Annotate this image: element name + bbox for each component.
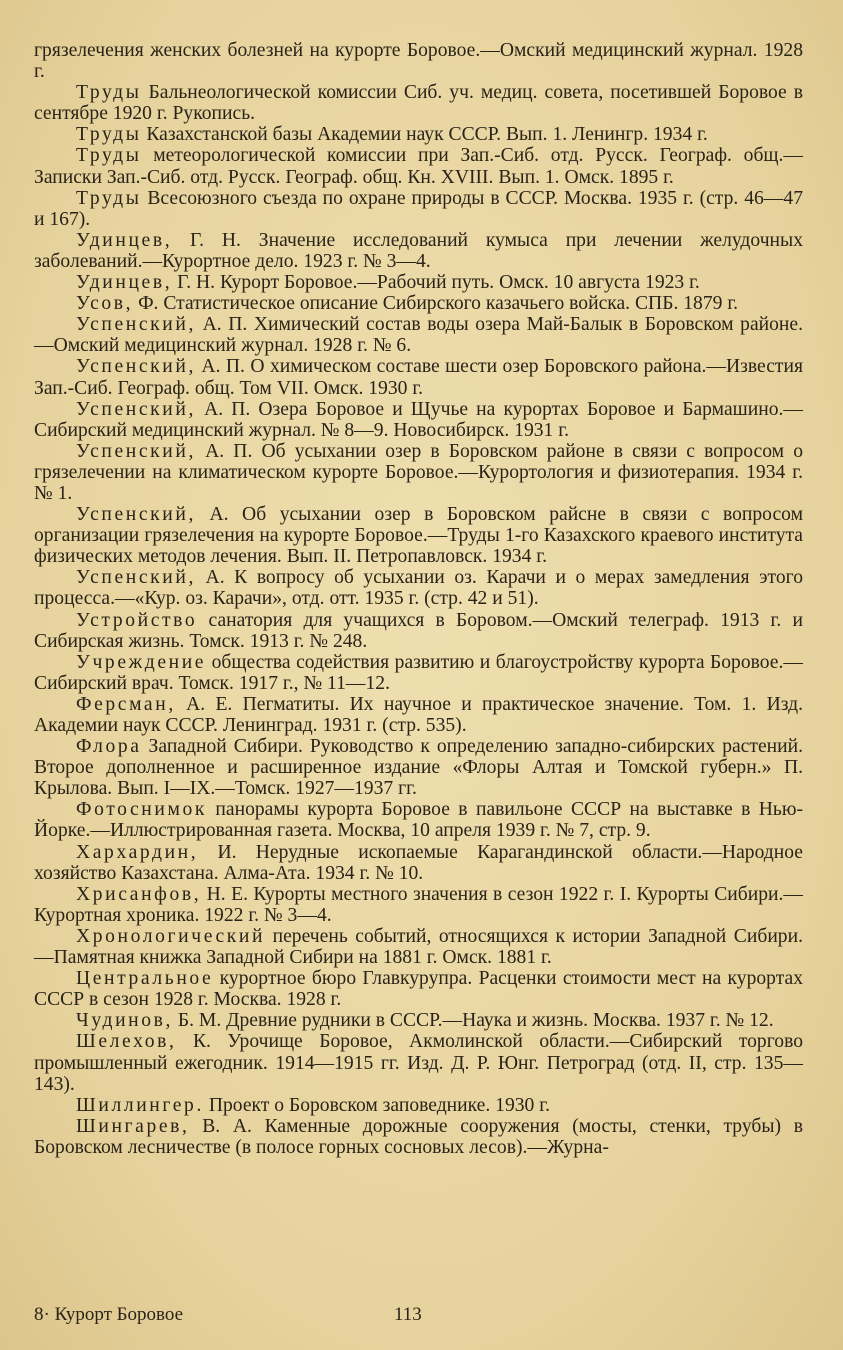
- bibliography-entry: [34, 567, 803, 609]
- bibliography-entry: [34, 230, 803, 272]
- entry-author: Шелехов,: [76, 1031, 177, 1053]
- entry-author: Центральное: [76, 968, 214, 990]
- bibliography-entry: [34, 314, 803, 356]
- bibliography-entry: [34, 272, 803, 293]
- entry-author: Фотоснимок: [76, 799, 207, 821]
- entry-text: А. Об усыхании озер в Боровском райсне в связи с вопросом организации грязелечения на курорте Боровое.—Труды 1-го Казахского краевого института физических методов лечения. Вып. II. Петропавловск. 1934 г.: [34, 504, 803, 568]
- entry-text: Ф. Статистическое описание Сибирского казачьего войска. СПБ. 1879 г.: [133, 293, 739, 315]
- entry-author: Успенский,: [76, 398, 196, 420]
- entry-text: Б. М. Древние рудники в СССР.—Наука и жизнь. Москва. 1937 г. № 12.: [172, 1010, 774, 1032]
- bibliography-entry: [34, 504, 803, 567]
- entry-author: Хронологический: [76, 925, 266, 947]
- entry-text: А. Е. Пегматиты. Их научное и практическое значение. Том. 1. Изд. Академии наук СССР. Ленинград. 1931 г. (стр. 535).: [34, 693, 803, 736]
- entry-text: Г. Н. Курорт Боровое.—Рабочий путь. Омск. 10 августа 1923 г.: [172, 272, 700, 294]
- entry-author: Устройство: [76, 609, 198, 631]
- bibliography-entry: [34, 188, 803, 230]
- entry-author: Шиллингер.: [76, 1094, 204, 1116]
- entry-text: перечень событий, относящихся к истории Западной Сибири.—Памятная книжка Западной Сибири на 1881 г. Омск. 1881 г.: [34, 925, 803, 969]
- page-number: 113: [394, 1304, 422, 1325]
- entry-text: санатория для учащихся в Боровом.—Омский телеграф. 1913 г. и Сибирская жизнь. Томск. 1913 г. № 248.: [34, 609, 803, 652]
- entry-author: Труды: [76, 145, 142, 167]
- entry-author: Труды: [76, 187, 142, 209]
- entry-text: А. П. Озера Боровое и Щучье на курортах Боровое и Бармашино.—Сибирский медицинский журнал. № 8—9. Новосибирск. 1931 г.: [34, 398, 803, 441]
- entry-text: Проект о Боровском заповеднике. 1930 г.: [203, 1094, 550, 1116]
- entry-text: Бальнеологической комиссии Сиб. уч. медиц. совета, посетившей Боровое в сентябре 1920 г. Рукопись.: [34, 82, 803, 125]
- entry-author: Успенский,: [76, 356, 196, 378]
- entry-text: Западной Сибири. Руководство к определению западно-сибирских растений. Второе дополненное и расширенное издание «Флоры Алтая и Томской губерн.» П. Крылова. Вып. I—IX.—Томск. 1927—1937 гг.: [34, 736, 803, 800]
- entry-author: Хрисанфов,: [76, 883, 202, 905]
- entry-text: курортное бюро Главкурупра. Расценки стоимости мест на курортах СССР в сезон 1928 г. Москва. 1928 г.: [34, 968, 803, 1011]
- entry-author: Усов,: [76, 293, 134, 315]
- bibliography-entry: [34, 356, 803, 398]
- entry-text: А. П. Химический состав воды озера Май-Балык в Боровском районе.—Омский медицинский журнал. 1928 г. № 6.: [34, 314, 803, 357]
- page-footer: [34, 1304, 803, 1328]
- entry-text: Казахстанской базы Академии наук СССР. Вып. 1. Ленингр. 1934 г.: [141, 124, 708, 146]
- entry-author: Труды: [76, 82, 142, 104]
- bibliography-entry: [34, 799, 803, 841]
- entry-author: Шингарев,: [76, 1115, 190, 1137]
- entry-author: Хархардин,: [76, 841, 199, 863]
- bibliography-entry: [34, 1031, 803, 1094]
- bibliography-entry: [34, 293, 803, 314]
- entry-author: Успенский,: [76, 314, 196, 336]
- bibliography-entry: [34, 610, 803, 652]
- entry-author: Ферсман,: [76, 693, 176, 715]
- bibliography-entry: [34, 652, 803, 694]
- entry-text: общества содействия развитию и благоустройству курорта Боровое.—Сибирский врач. Томск. 1917 г., № 11—12.: [34, 651, 803, 694]
- bibliography-entry: [34, 40, 803, 82]
- bibliography-entry: [34, 884, 803, 926]
- bibliography-entry: [34, 1010, 803, 1031]
- entry-author: Флора: [76, 736, 142, 758]
- entry-author: Успенский,: [76, 440, 196, 462]
- bibliography-entry: [34, 441, 803, 504]
- bibliography-entry: [34, 926, 803, 968]
- bibliography-entry: [34, 1095, 803, 1116]
- bibliography-entry: [34, 82, 803, 124]
- bibliography-entry: [34, 736, 803, 799]
- entry-text: грязелечения женских болезней на курорте Боровое.—Омский медицинский журнал. 1928 г.: [34, 40, 803, 83]
- entry-text: Всесоюзного съезда по охране природы в СССР. Москва. 1935 г. (стр. 46—47 и 167).: [34, 187, 803, 230]
- entry-author: Учреждение: [76, 651, 207, 673]
- entry-text: В. А. Каменные дорожные сооружения (мосты, стенки, трубы) в Боровском лесничестве (в полосе горных сосновых лесов).—Журна-: [34, 1115, 803, 1158]
- signature-mark: 8· Курорт Боровое: [34, 1304, 184, 1325]
- entry-text: И. Нерудные ископаемые Карагандинской области.—Народное хозяйство Казахстана. Алма-Ата. 1934 г. № 10.: [34, 841, 803, 884]
- bibliography-entry: [34, 968, 803, 1010]
- entry-text: А. К вопросу об усыхании оз. Карачи и о мерах замедления этого процесса.—«Кур. оз. Карачи», отд. отт. 1935 г. (стр. 42 и 51).: [34, 567, 803, 610]
- entry-author: Успенский,: [76, 504, 196, 526]
- entry-text: Н. Е. Курорты местного значения в сезон 1922 г. I. Курорты Сибири.—Курортная хроника. 1922 г. № 3—4.: [34, 883, 803, 926]
- bibliography-entry: [34, 842, 803, 884]
- bibliography-list: [34, 40, 803, 1158]
- bibliography-entry: [34, 145, 803, 187]
- entry-text: А. П. О химическом составе шести озер Боровского района.—Известия Зап.-Сиб. Географ. общ. Том VII. Омск. 1930 г.: [34, 356, 803, 399]
- entry-author: Успенский,: [76, 567, 196, 589]
- entry-text: панорамы курорта Боровое в павильоне СССР на выставке в Нью-Йорке.—Иллюстрированная газета. Москва, 10 апреля 1939 г. № 7, стр. 9.: [34, 799, 803, 842]
- entry-author: Труды: [76, 124, 142, 146]
- entry-text: метеорологической комиссии при Зап.-Сиб. отд. Русск. Географ. общ.— Записки Зап.-Сиб. отд. Русск. Географ. общ. Кн. XVIII. Вып. 1. Омск. 1895 г.: [34, 145, 803, 188]
- entry-author: Удинцев,: [76, 229, 173, 251]
- bibliography-entry: [34, 399, 803, 441]
- bibliography-entry: [34, 124, 803, 145]
- entry-text: А. П. Об усыхании озер в Боровском районе в связи с вопросом о грязелечении на климатическом курорте Боровое.—Курортология и физиотерапия. 1934 г. № 1.: [34, 440, 803, 504]
- entry-text: Г. Н. Значение исследований кумыса при лечении желудочных заболеваний.—Курортное дело. 1923 г. № 3—4.: [34, 229, 803, 272]
- bibliography-entry: [34, 1116, 803, 1158]
- entry-author: Удинцев,: [76, 272, 173, 294]
- entry-text: К. Урочище Боровое, Акмолинской области.—Сибирский торгово промышленный ежегодник. 1914—1915 гг. Изд. Д. Р. Юнг. Петроград (отд. II, стр. 135—143).: [34, 1031, 803, 1095]
- entry-author: Чудинов,: [76, 1010, 173, 1032]
- bibliography-entry: [34, 694, 803, 736]
